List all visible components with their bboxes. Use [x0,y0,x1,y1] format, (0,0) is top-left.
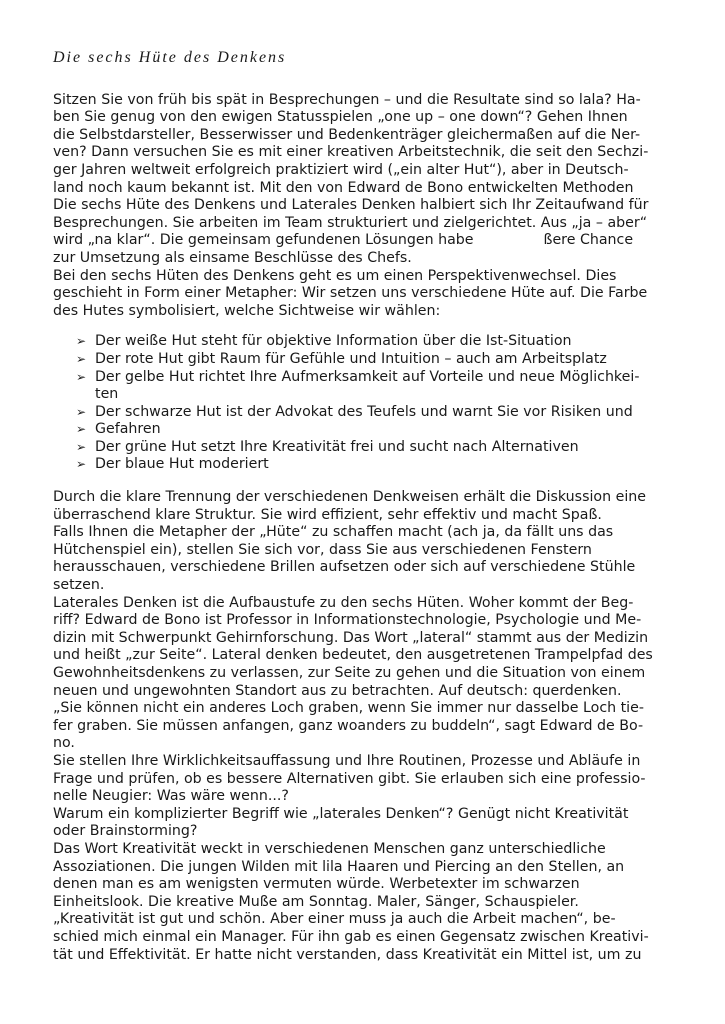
text-line: „Kreativität ist gut und schön. Aber einer muss ja auch die Arbeit machen“, be- [53,911,616,928]
text-line: Einheitslook. Die kreative Muße am Sonntag. Maler, Sänger, Schauspieler. [53,893,579,910]
text-line: land noch kaum bekannt ist. Mit den von Edward de Bono entwickelten Methoden [53,179,634,196]
arrow-bullet-icon: ➢ [76,439,87,454]
text-line: oder Brainstorming? [53,823,198,840]
text-line: Laterales Denken ist die Aufbaustufe zu den sechs Hüten. Woher kommt der Beg- [53,594,634,611]
hat-list [53,333,675,474]
list-item-text: Der schwarze Hut ist der Advokat des Teufels und warnt Sie vor Risiken und [95,403,633,420]
text-line: neuen und ungewohnten Standort aus zu betrachten. Auf deutsch: querdenken. [53,682,622,699]
list-item-text: Der rote Hut gibt Raum für Gefühle und Intuition – auch am Arbeitsplatz [95,350,607,367]
text-line: Bei den sechs Hüten des Denkens geht es um einen Perspektivenwechsel. Dies [53,267,617,284]
text-line: tät und Effektivität. Er hatte nicht verstanden, dass Kreativität ein Mittel ist, um zu [53,946,642,963]
arrow-bullet-icon: ➢ [76,422,87,437]
arrow-bullet-icon: ➢ [76,351,87,366]
arrow-bullet-icon: ➢ [76,334,87,349]
arrow-bullet-icon: ➢ [76,457,87,472]
arrow-bullet-icon: ➢ [76,404,87,419]
text-fragment: ßere Chance [543,232,634,249]
text-line: no. [53,735,75,752]
list-item [53,404,675,422]
text-line: Gewohnheitsdenkens zu verlassen, zur Seite zu gehen und die Situation von einem [53,665,646,681]
text-line: Warum ein komplizierter Begriff wie „laterales Denken“? Genügt nicht Kreativität [53,805,629,822]
text-line: nelle Neugier: Was wäre wenn...? [53,788,289,805]
text-line: ger Jahren weltweit erfolgreich praktiziert wird („ein alter Hut“), aber in Deutsch- [53,161,629,178]
list-item [53,369,675,404]
list-item-text: Der weiße Hut steht für objektive Information über die Ist-Situation [95,333,572,350]
text-line: Die sechs Hüte des Denkens und Laterales Denken halbiert sich Ihr Zeitaufwand für [53,197,649,214]
text-line: ven? Dann versuchen Sie es mit einer kreativen Arbeitstechnik, die seit den Sechzi- [53,144,649,161]
text-line: die Selbstdarsteller, Besserwisser und Bedenkenträger gleichermaßen auf die Ner- [53,126,641,143]
document-page [53,49,675,964]
text-line: Sie stellen Ihre Wirklichkeitsauffassung und Ihre Routinen, Prozesse und Abläufe in [53,752,641,769]
text-line: geschieht in Form einer Metapher: Wir setzen uns verschiedene Hüte auf. Die Farbe [53,285,648,302]
document-title: Die sechs Hüte des Denkens [53,49,287,66]
text-line-with-gap [53,232,675,250]
body-paragraphs [53,489,675,964]
text-line: Frage und prüfen, ob es bessere Alternativen gibt. Sie erlauben sich eine professio- [53,770,646,787]
list-item [53,333,675,351]
intro-paragraph [53,92,675,321]
text-line: und heißt „zur Seite“. Lateral denken bedeutet, den ausgetretenen Trampelpfad des [53,647,653,664]
text-line: „Sie können nicht ein anderes Loch graben, wenn Sie immer nur dasselbe Loch tie- [53,700,644,717]
text-line: Falls Ihnen die Metapher der „Hüte“ zu schaffen macht (ach ja, da fällt uns das [53,524,614,541]
text-line: fer graben. Sie müssen anfangen, ganz woanders zu buddeln“, sagt Edward de Bo- [53,717,644,734]
list-item-text: Der grüne Hut setzt Ihre Kreativität frei und sucht nach Alternativen [95,438,579,455]
text-line: herausschauen, verschiedene Brillen aufsetzen oder sich auf verschiedene Stühle [53,559,636,576]
text-line: Assoziationen. Die jungen Wilden mit lila Haaren und Piercing an den Stellen, an [53,858,625,875]
text-line: setzen. [53,577,105,594]
text-line: ben Sie genug von den ewigen Statusspielen „one up – one down“? Gehen Ihnen [53,109,628,126]
text-line: Besprechungen. Sie arbeiten im Team strukturiert und zielgerichtet. Aus „ja – aber“ [53,214,648,231]
text-line: dizin mit Schwerpunkt Gehirnforschung. Das Wort „lateral“ stammt aus der Medizin [53,629,649,646]
text-line: Durch die klare Trennung der verschiedenen Denkweisen erhält die Diskussion eine [53,489,646,506]
list-item [53,421,675,439]
text-line: Hütchenspiel ein), stellen Sie sich vor, dass Sie aus verschiedenen Fenstern [53,541,592,558]
text-line: Sitzen Sie von früh bis spät in Besprechungen – und die Resultate sind so lala? Ha- [53,91,641,108]
text-fragment: wird „na klar“. Die gemeinsam gefundenen Lösungen habe [53,232,474,249]
text-line: überraschend klare Struktur. Sie wird effizient, sehr effektiv und macht Spaß. [53,506,602,523]
list-item-text: Der gelbe Hut richtet Ihre Aufmerksamkeit auf Vorteile und neue Möglichkei- [95,368,640,385]
list-item-text: Der blaue Hut moderiert [95,456,269,473]
list-item-text-continuation: ten [95,386,119,403]
text-line: des Hutes symbolisiert, welche Sichtweise wir wählen: [53,302,441,319]
arrow-bullet-icon: ➢ [76,369,87,384]
text-line: denen man es am wenigsten vermuten würde. Werbetexter im schwarzen [53,876,580,893]
text-line: zur Umsetzung als einsame Beschlüsse des Chefs. [53,249,412,266]
text-line: riff? Edward de Bono ist Professor in Informationstechnologie, Psychologie und Me- [53,612,642,629]
text-line: schied mich einmal ein Manager. Für ihn gab es einen Gegensatz zwischen Kreativi- [53,928,649,945]
list-item [53,439,675,457]
text-line: Das Wort Kreativität weckt in verschiedenen Menschen ganz unterschiedliche [53,840,606,857]
list-item [53,351,675,369]
list-item-text: Gefahren [95,421,161,438]
list-item [53,456,675,474]
